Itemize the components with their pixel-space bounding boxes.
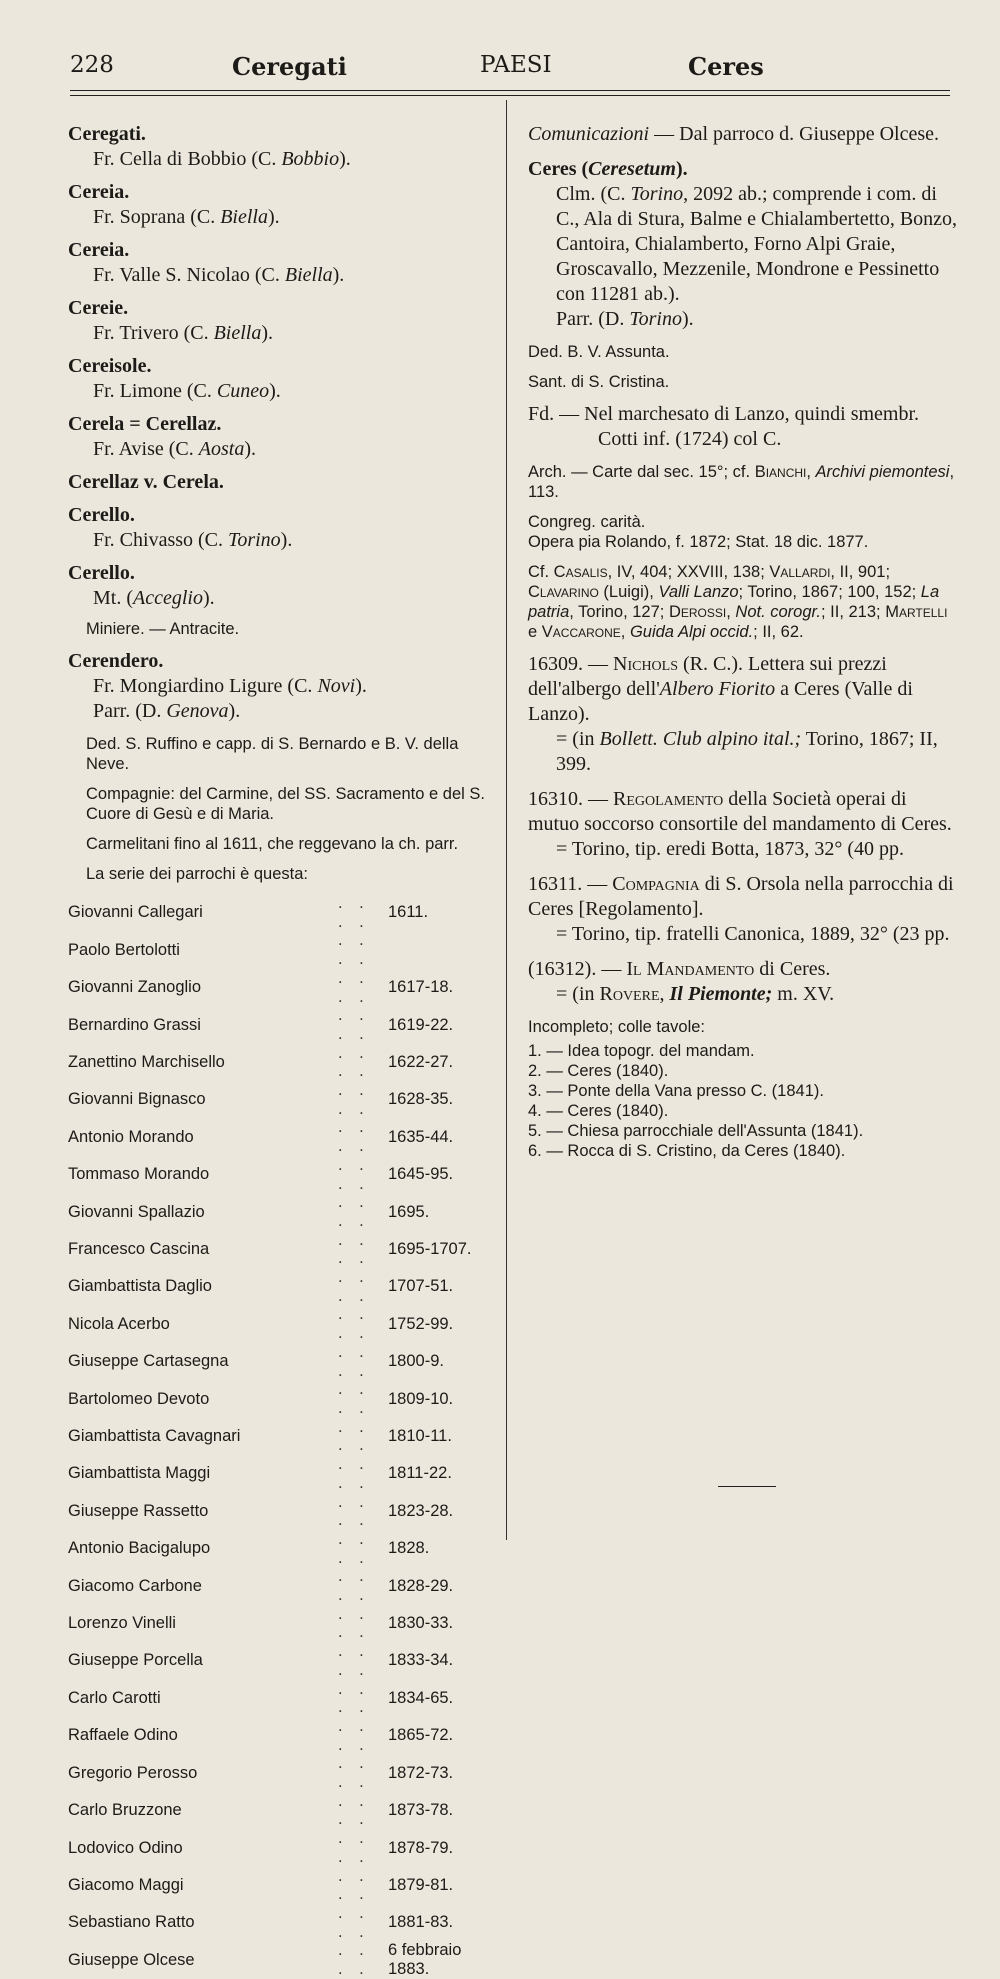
ceres-opera: Opera pia Rolando, f. 1872; Stat. 18 dic. 1877. — [528, 533, 869, 551]
column-divider — [506, 100, 507, 1540]
parroco-name: Gregorio Perosso — [68, 1763, 198, 1782]
leader-dots: . . . . — [338, 1492, 370, 1530]
parroco-years: 1645-95. — [388, 1165, 454, 1184]
entry-ceres: Ceres (Ceresetum). — [528, 158, 688, 180]
leader-dots: . . . . — [338, 1380, 370, 1417]
entry-head: Ceregati. — [68, 123, 146, 145]
tavole-list — [528, 1041, 958, 1161]
leader-dots: . . . . — [338, 1679, 370, 1717]
parroco-name: Giambattista Daglio — [68, 1277, 212, 1296]
entry-sub: Fr. Mongiardino Ligure (C. Novi). — [93, 675, 367, 697]
ceres-sant: Sant. di S. Cristina. — [528, 373, 670, 391]
table-row — [68, 1493, 498, 1530]
table-row — [68, 1418, 498, 1455]
page-header — [70, 48, 950, 88]
leader-dots: . . . . — [338, 1604, 370, 1642]
entry-sub: Fr. Cella di Bobbio (C. Bobbio). — [93, 148, 351, 170]
parroco-name: Giambattista Cavagnari — [68, 1427, 241, 1446]
table-row — [68, 1642, 498, 1679]
ceres-clm: Clm. (C. Torino, 2092 ab.; comprende i com. di C., Ala di Stura, Balme e Chialambertetto, Bonzo, Cantoira, Chialamberto, Forno Alpi Graie, Groscavallo, Mezzenile, Mondrone e Pessinetto con 11281 ab.). — [556, 183, 958, 305]
parroco-years: 6 febbraio 1883. — [388, 1941, 462, 1979]
header-right-title: Ceres — [688, 52, 764, 81]
miniere-note: Miniere. — Antracite. — [86, 620, 240, 638]
parroco-name: Carlo Carotti — [68, 1688, 161, 1707]
header-rule-top — [70, 90, 950, 91]
leader-dots: . . . . — [338, 1567, 370, 1605]
parroco-years: 1800-9. — [388, 1352, 444, 1371]
table-row — [68, 1904, 498, 1941]
parroco-name: Giovanni Callegari — [68, 903, 203, 922]
entry-16311-pub: = Torino, tip. fratelli Canonica, 1889, 32° (23 pp. — [556, 923, 950, 945]
entry-cerello-1 — [68, 503, 498, 553]
leader-dots: . . . . — [338, 1417, 370, 1455]
parroco-years: 1828-29. — [388, 1576, 454, 1595]
ceres-arch: Arch. — Carte dal sec. 15°; cf. Bianchi, Archivi piemontesi, 113. — [528, 463, 955, 501]
leader-dots: . . . . — [338, 968, 370, 1006]
parroco-years: 1617-18. — [388, 978, 454, 997]
table-row — [68, 1530, 498, 1567]
entry-cerello-2 — [68, 561, 498, 611]
table-row — [68, 1006, 498, 1043]
table-row — [68, 1343, 498, 1380]
list-item: 5. — Chiesa parrocchiale dell'Assunta (1841). — [528, 1122, 864, 1140]
end-separator — [718, 1486, 776, 1487]
table-row — [68, 1081, 498, 1118]
table-row — [68, 1193, 498, 1230]
entry-cereia-1 — [68, 180, 498, 230]
leader-dots: . . . . — [338, 1455, 370, 1492]
table-row — [68, 1231, 498, 1268]
entry-sub: Mt. (Acceglio). — [93, 587, 215, 609]
entry-sub: Fr. Chivasso (C. Torino). — [93, 529, 293, 551]
list-item: 6. — Rocca di S. Cristino, da Ceres (1840). — [528, 1142, 846, 1160]
parroco-years: 1878-79. — [388, 1838, 454, 1857]
entry-cerela — [68, 412, 498, 462]
entry-16312-in: = (in Rovere, Il Piemonte; m. XV. — [556, 983, 835, 1005]
parroco-years: 1873-78. — [388, 1801, 454, 1820]
list-item: 1. — Idea topogr. del mandam. — [528, 1042, 755, 1060]
parroco-years: 1811-22. — [388, 1464, 452, 1483]
parroco-name: Raffaele Odino — [68, 1726, 178, 1745]
table-row — [68, 1941, 498, 1978]
parroco-name: Bartolomeo Devoto — [68, 1389, 210, 1408]
parroco-years: 1707-51. — [388, 1277, 454, 1296]
entry-16309: 16309. — Nichols (R. C.). Lettera sui prezzi dell'albergo dell'Albero Fiorito a Ceres (Valle di Lanzo). — [528, 653, 913, 725]
leader-dots: . . . . — [338, 1305, 370, 1343]
parroco-years: 1810-11. — [388, 1427, 452, 1446]
entry-16310: 16310. — Regolamento della Società operai di mutuo soccorso consortile del mandamento di Ceres. — [528, 788, 952, 835]
leader-dots: . . . . — [338, 1642, 370, 1679]
leader-dots: . . . . — [338, 1342, 370, 1380]
leader-dots: . . . . — [338, 1829, 370, 1866]
table-row — [68, 1268, 498, 1305]
parroco-years: 1865-72. — [388, 1726, 454, 1745]
compagnie-note: Compagnie: del Carmine, del SS. Sacramento e del S. Cuore di Gesù e di Maria. — [86, 785, 485, 823]
parroco-years: 1752-99. — [388, 1314, 454, 1333]
ceres-parr: Parr. (D. Torino). — [556, 308, 694, 330]
leader-dots: . . . . — [338, 1866, 370, 1904]
entry-cereie — [68, 296, 498, 346]
parroco-name: Giovanni Spallazio — [68, 1202, 205, 1221]
table-row — [68, 1044, 498, 1081]
entry-cerendero — [68, 649, 498, 724]
ded-note: Ded. S. Ruffino e capp. di S. Bernardo e B. V. della Neve. — [86, 735, 459, 773]
entry-head: Cereisole. — [68, 355, 152, 377]
list-item: 3. — Ponte della Vana presso C. (1841). — [528, 1082, 824, 1100]
leader-dots: . . . . — [338, 1193, 370, 1230]
parroco-years: 1611. — [388, 903, 429, 922]
parroco-years: 1619-22. — [388, 1015, 454, 1034]
table-row — [68, 1455, 498, 1492]
entry-cereia-2 — [68, 238, 498, 288]
parroco-years: 1872-73. — [388, 1763, 454, 1782]
entry-head: Cerello. — [68, 562, 135, 584]
table-row — [68, 1754, 498, 1791]
entry-16311: 16311. — Compagnia di S. Orsola nella parrocchia di Ceres [Regolamento]. — [528, 873, 954, 920]
parroco-name: Francesco Cascina — [68, 1240, 210, 1258]
entry-sub: Fr. Trivero (C. Biella). — [93, 322, 274, 344]
leader-dots: . . . . — [338, 1081, 370, 1118]
parroco-name: Lodovico Odino — [68, 1838, 183, 1857]
entry-head: Cereia. — [68, 181, 130, 203]
parroco-name: Giuseppe Rassetto — [68, 1501, 209, 1520]
parroco-name: Nicola Acerbo — [68, 1314, 170, 1333]
table-row — [68, 1717, 498, 1754]
right-column — [528, 122, 958, 1161]
parroco-name: Antonio Morando — [68, 1127, 194, 1146]
left-column — [68, 122, 498, 1979]
parroco-name: Giovanni Bignasco — [68, 1090, 206, 1109]
entry-16310-pub: = Torino, tip. eredi Botta, 1873, 32° (40 pp. — [556, 838, 905, 860]
leader-dots: . . . . — [338, 1118, 370, 1156]
entry-sub: Fr. Limone (C. Cuneo). — [93, 380, 281, 402]
parroco-name: Sebastiano Ratto — [68, 1913, 195, 1932]
incompleto-note: Incompleto; colle tavole: — [528, 1018, 706, 1036]
parroco-years: 1695-1707. — [388, 1240, 472, 1258]
parroco-name: Giacomo Maggi — [68, 1875, 184, 1894]
table-row — [68, 1118, 498, 1155]
parrochi-table — [68, 894, 498, 1979]
table-row — [68, 969, 498, 1006]
table-row — [68, 1380, 498, 1417]
leader-dots: . . . . — [338, 1941, 370, 1979]
entry-cereisole — [68, 354, 498, 404]
parroco-years: 1834-65. — [388, 1688, 454, 1707]
parroco-name: Zanettino Marchisello — [68, 1052, 225, 1071]
parroco-years: 1828. — [388, 1539, 430, 1558]
parroco-name: Tommaso Morando — [68, 1165, 210, 1184]
leader-dots: . . . . — [338, 1754, 370, 1792]
ceres-cotti: Cotti inf. (1724) col C. — [598, 428, 782, 450]
parroco-name: Giovanni Zanoglio — [68, 978, 201, 997]
leader-dots: . . . . — [338, 1268, 370, 1305]
entry-16309-in: = (in Bollett. Club alpino ital.; Torino, 1867; II, 399. — [556, 728, 938, 775]
leader-dots: . . . . — [338, 1006, 370, 1043]
parroco-name: Bernardino Grassi — [68, 1015, 201, 1034]
serie-intro: La serie dei parrochi è questa: — [86, 865, 308, 883]
leader-dots: . . . . — [338, 931, 370, 969]
entry-head: Cerendero. — [68, 650, 164, 672]
carmelitani-note: Carmelitani fino al 1611, che reggevano la ch. parr. — [86, 835, 459, 853]
parroco-years: 1879-81. — [388, 1875, 454, 1894]
table-row — [68, 1867, 498, 1904]
leader-dots: . . . . — [338, 1230, 370, 1268]
parroco-years: 1881-83. — [388, 1913, 454, 1932]
leader-dots: . . . . — [338, 1716, 370, 1754]
parroco-years: 1628-35. — [388, 1090, 454, 1109]
header-left-title: Ceregati — [232, 52, 347, 81]
list-item: 2. — Ceres (1840). — [528, 1062, 669, 1080]
leader-dots: . . . . — [338, 894, 370, 931]
parroco-years: 1622-27. — [388, 1052, 454, 1071]
parroco-years: 1830-33. — [388, 1614, 454, 1633]
table-row — [68, 1829, 498, 1866]
entry-sub: Fr. Soprana (C. Biella). — [93, 206, 280, 228]
ceres-fd: Fd. — Nel marchesato di Lanzo, quindi smembr. — [528, 403, 920, 425]
parroco-years — [388, 931, 498, 968]
parroco-years: 1823-28. — [388, 1501, 454, 1520]
entry-sub: Fr. Avise (C. Aosta). — [93, 438, 256, 460]
leader-dots: . . . . — [338, 1155, 370, 1193]
entry-head: Cereia. — [68, 239, 130, 261]
page-number: 228 — [70, 52, 114, 78]
table-row — [68, 931, 498, 968]
parroco-name: Carlo Bruzzone — [68, 1801, 182, 1820]
ceres-cf: Cf. Casalis, IV, 404; XXVIII, 138; Vallardi, II, 901; Clavarino (Luigi), Valli Lanzo; Torino, 1867; 100, 152; La patria, Torino, 127; Derossi, Not. corogr.; II, 213; Martelli e Vaccarone, Guida Alpi occid.; II, 62. — [528, 563, 948, 641]
ceres-ded: Ded. B. V. Assunta. — [528, 343, 670, 361]
list-item: 4. — Ceres (1840). — [528, 1102, 669, 1120]
parroco-years: 1833-34. — [388, 1651, 454, 1670]
table-row — [68, 1680, 498, 1717]
entry-head: Cereie. — [68, 297, 129, 319]
leader-dots: . . . . — [338, 1529, 370, 1567]
table-row — [68, 1156, 498, 1193]
table-row — [68, 1567, 498, 1604]
entry-16312: (16312). — Il Mandamento di Ceres. — [528, 958, 831, 980]
parroco-name: Giuseppe Olcese — [68, 1950, 195, 1969]
table-row — [68, 1792, 498, 1829]
parroco-years: 1809-10. — [388, 1389, 454, 1408]
entry-head: Cerello. — [68, 504, 135, 526]
table-row — [68, 894, 498, 931]
comunicazioni: Comunicazioni — Dal parroco d. Giuseppe Olcese. — [528, 123, 940, 145]
parroco-years: 1695. — [388, 1202, 430, 1221]
parroco-name: Giuseppe Porcella — [68, 1651, 203, 1670]
entry-cerellaz — [68, 470, 498, 495]
leader-dots: . . . . — [338, 1043, 370, 1081]
table-row — [68, 1305, 498, 1342]
parroco-name: Antonio Bacigalupo — [68, 1539, 211, 1558]
leader-dots: . . . . — [338, 1903, 370, 1941]
entry-head: Cerela = Cerellaz. — [68, 413, 222, 435]
parroco-name: Giacomo Carbone — [68, 1576, 202, 1595]
entry-ceregati — [68, 122, 498, 172]
table-row — [68, 1605, 498, 1642]
parroco-name: Giuseppe Cartasegna — [68, 1352, 229, 1371]
parroco-name: Giambattista Maggi — [68, 1464, 211, 1483]
entry-parr: Parr. (D. Genova). — [93, 700, 241, 722]
parroco-name: Paolo Bertolotti — [68, 940, 180, 959]
entry-sub: Fr. Valle S. Nicolao (C. Biella). — [93, 264, 345, 286]
header-center-title: PAESI — [480, 52, 552, 78]
header-rule-bottom — [70, 95, 950, 96]
leader-dots: . . . . — [338, 1791, 370, 1829]
parroco-years: 1635-44. — [388, 1127, 454, 1146]
ceres-congreg: Congreg. carità. — [528, 513, 646, 531]
entry-head: Cerellaz v. Cerela. — [68, 471, 224, 493]
parroco-name: Lorenzo Vinelli — [68, 1614, 176, 1633]
